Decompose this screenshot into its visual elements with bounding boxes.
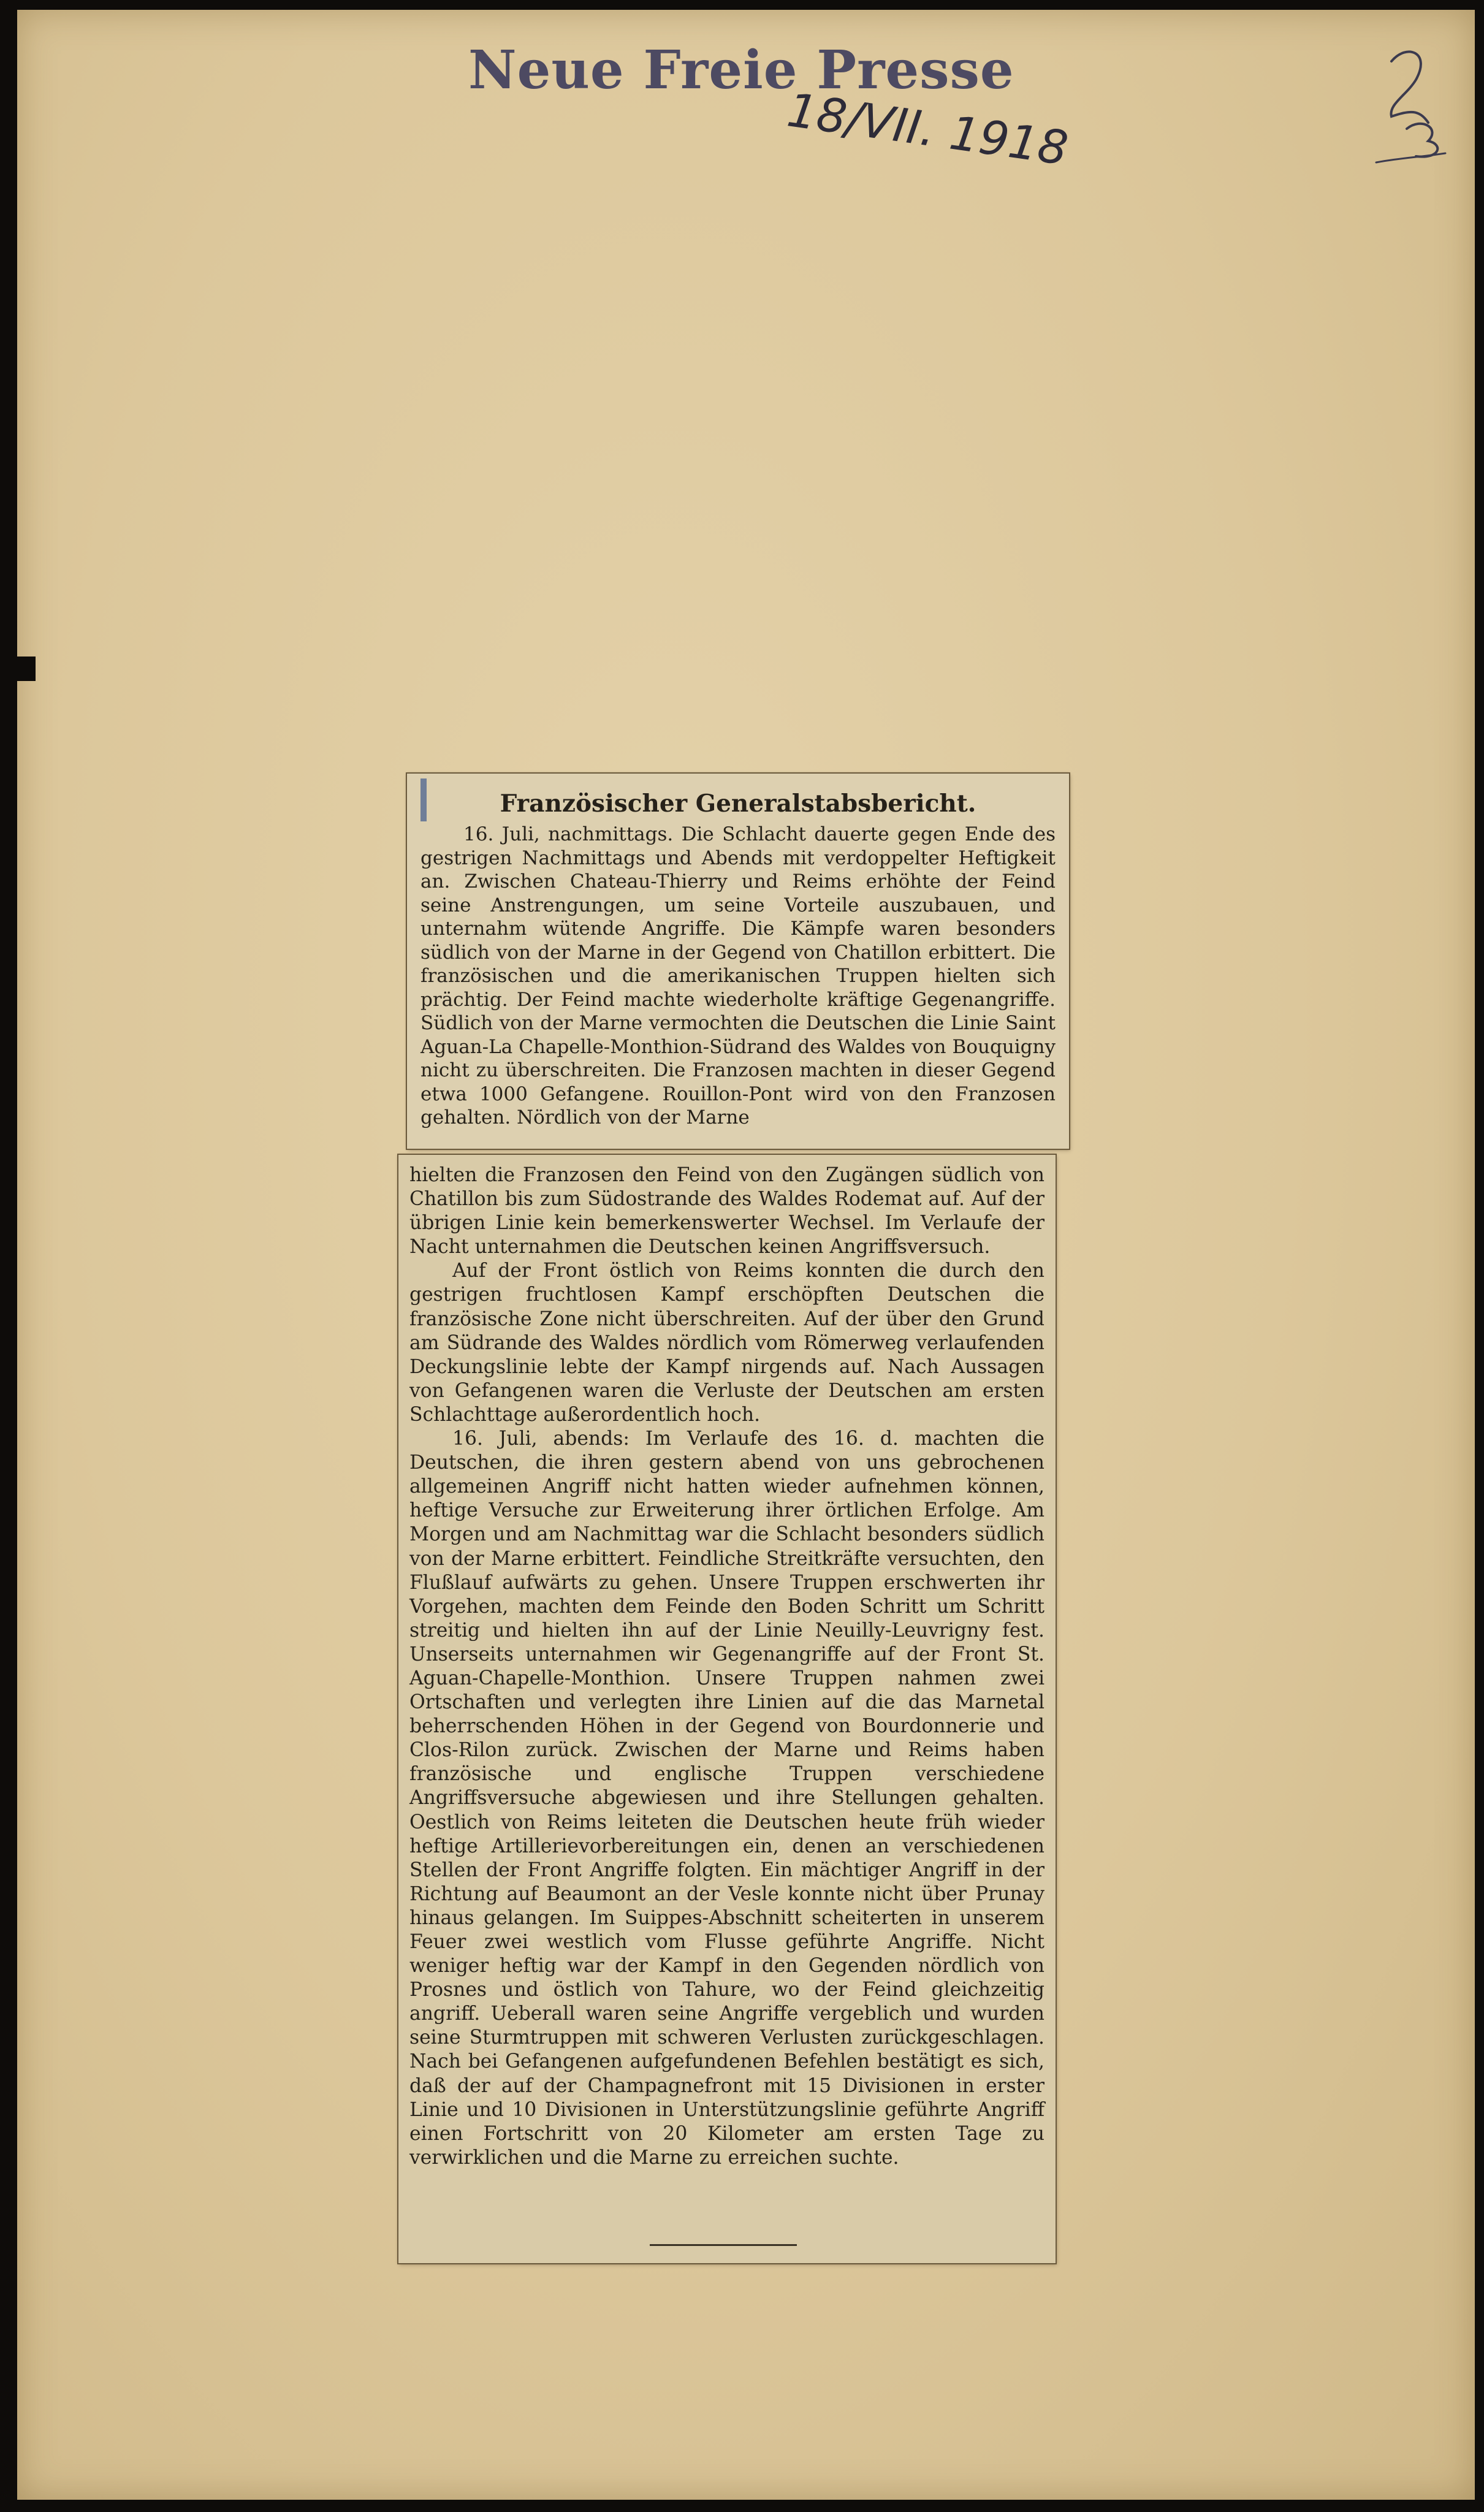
folio-number-mark (1373, 37, 1447, 166)
handwritten-date: 18/VII. 1918 (784, 82, 1071, 176)
report-afternoon-paragraph: 16. Juli, nachmittags. Die Schlacht dauerte gegen Ende des gestrigen Nachmittags und Abends mit verdoppelter Heftigkeit an. Zwischen Chateau-Thierry und Reims erhöhte der Feind seine Anstrengungen, um seine Vorteile auszubauen, und unternahm wütende Angriffe. Die Kämpfe waren besonders südlich von der Marne in der Gegend von Chatillon erbittert. Die französischen und die amerikanischen Truppen hielten sich prächtig. Der Feind machte wiederholte kräftige Gegenangriffe. Südlich von der Marne vermochten die Deutschen die Linie Saint Aguan-La Chapelle-Monthion-Südrand des Waldes von Bouquigny nicht zu überschreiten. Die Franzosen machten in dieser Gegend etwa 1000 Gefangene. Rouillon-Pont wird von den Franzosen gehalten. Nördlich von der Marne (420, 823, 1056, 1128)
sheet-edge-notch (17, 657, 36, 681)
blue-pencil-mark (420, 778, 427, 821)
closing-rule (650, 2244, 797, 2246)
report-evening-paragraph: 16. Juli, abends: Im Verlaufe des 16. d. machten die Deutschen, die ihren gestern abend von uns gebrochenen allgemeinen Angriff nicht hatten wieder aufnehmen können, heftige Versuche zur Erweiterung ihrer örtlichen Erfolge. Am Morgen und am Nachmittag war die Schlacht besonders südlich von der Marne erbittert. Feindliche Streitkräfte versuchten, den Flußlauf aufwärts zu gehen. Unsere Truppen erschwerten ihr Vorgehen, machten dem Feinde den Boden Schritt um Schritt streitig und hielten ihn auf der Linie Neuilly-Leuvrigny fest. Unserseits unternahmen wir Gegenangriffe auf der Front St. Aguan-Chapelle-Monthion. Unsere Truppen nahmen zwei Ortschaften und verlegten ihre Linien auf die das Marnetal beherrschenden Höhen in der Gegend von Bourdonnerie und Clos-Rilon zurück. Zwischen der Marne und Reims haben französische und englische Truppen verschiedene Angriffsversuche abgewiesen und ihre Stellungen gehalten. Oestlich von Reims leiteten die Deutschen heute früh wieder heftige Artillerievorbereitungen ein, denen an verschiedenen Stellen der Front Angriffe folgten. Ein mächtiger Angriff in der Richtung auf Beaumont an der Vesle konnte nicht über Prunay hinaus gelangen. Im Suippes-Abschnitt scheiterten in unserem Feuer zwei westlich vom Flusse geführte Angriffe. Nicht weniger heftig war der Kampf in den Gegenden nördlich von Prosnes und östlich von Tahure, wo der Feind gleichzeitig angriff. Ueberall waren seine Angriffe vergeblich und wurden seine Sturmtruppen mit schweren Verlusten zurückgeschlagen. Nach bei Gefangenen aufgefundenen Befehlen bestätigt es sich, daß der auf der Champagnefront mit 15 Divisionen in erster Linie und 10 Divisionen in Unterstützungslinie geführte Angriff einen Fortschritt von 20 Kilometer am ersten Tage zu verwirklichen und die Marne zu erreichen suchte. (409, 1428, 1045, 2169)
newspaper-stamp: Neue Freie Presse (468, 39, 1014, 101)
report-east-reims-paragraph: Auf der Front östlich von Reims konnten die durch den gestrigen fruchtlosen Kampf erschöpften Deutschen die französische Zone nicht überschreiten. Auf der über den Grund am Südrande des Waldes nördlich vom Römerweg verlaufenden Deckungslinie lebte der Kampf nirgends auf. Nach Aussagen von Gefangenen waren die Verluste der Deutschen am ersten Schlachttage außerordentlich hoch. (409, 1260, 1045, 1426)
clipping-title: Französischer Generalstabsbericht. (500, 790, 976, 818)
archive-sheet (17, 10, 1475, 2500)
news-clipping-part-2 (398, 1155, 1056, 2263)
report-continuation-paragraph: hielten die Franzosen den Feind von den Zugängen südlich von Chatillon bis zum Südostrande des Waldes Rodemat auf. Auf der übrigen Linie kein bemerkenswerter Wechsel. Im Verlaufe der Nacht unternahmen die Deutschen keinen Angriffsversuch. (409, 1164, 1045, 1258)
news-clipping-part-1 (407, 774, 1069, 1149)
